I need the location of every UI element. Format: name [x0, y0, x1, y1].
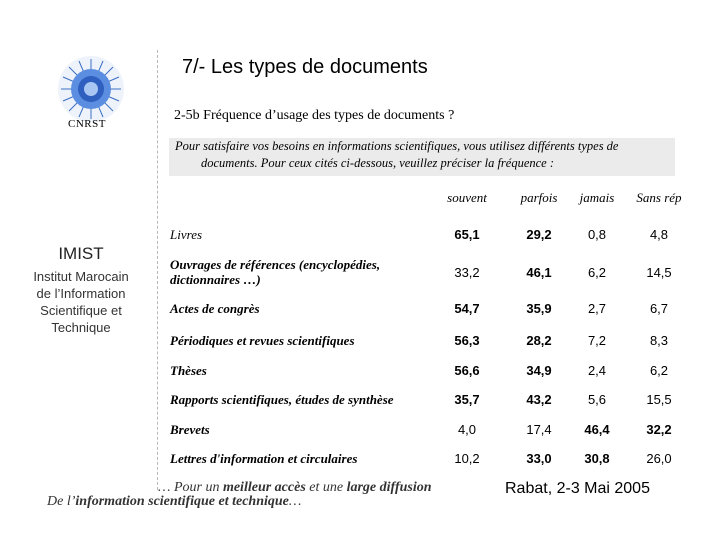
cell-value: 33,2 [454, 264, 480, 280]
table-row [170, 252, 692, 292]
cell-value: 65,1 [454, 226, 480, 242]
question-line-1: Pour satisfaire vos besoins en informations scientifiques, vous utilisez différents types de [175, 139, 619, 153]
row-label: Thèses [170, 362, 207, 378]
cell-value: 5,6 [587, 391, 607, 407]
cell-value: 10,2 [454, 450, 480, 466]
cell-value: 56,6 [454, 362, 480, 378]
imist-desc-line-3: Scientifique et [40, 303, 122, 318]
question-line-2: documents. Pour ceux cités ci-dessous, veuillez préciser la fréquence : [201, 156, 555, 170]
cell-value: 4,0 [457, 421, 477, 437]
cnrst-logo [55, 55, 127, 127]
cell-value: 4,8 [649, 226, 669, 242]
cell-value: 30,8 [584, 450, 610, 466]
row-label: Brevets [170, 421, 210, 437]
question-text [169, 138, 675, 176]
cell-value: 6,7 [649, 300, 669, 316]
footer-emphasis: large diffusion [346, 480, 432, 495]
imist-description [20, 268, 142, 336]
cell-value: 46,1 [526, 264, 552, 280]
header-souvent: souvent [447, 190, 487, 205]
imist-name: IMIST [58, 244, 104, 263]
table-row [170, 292, 692, 324]
cell-value: 28,2 [526, 332, 552, 348]
table-row [170, 414, 692, 444]
frequency-table [170, 180, 692, 472]
row-label: Livres [170, 226, 203, 242]
table-row [170, 384, 692, 414]
cell-value: 43,2 [526, 391, 552, 407]
table-header-row [170, 180, 692, 216]
footer-text: … [288, 494, 302, 509]
header-jamais: jamais [579, 190, 615, 205]
cell-value: 29,2 [526, 226, 552, 242]
header-sans-rep: Sans rép [636, 190, 682, 205]
footer-text: et une [305, 480, 347, 495]
table-row [170, 444, 692, 472]
imist-desc-line-2: de l’Information [36, 286, 126, 301]
footer-slogan-line-2 [47, 494, 301, 510]
imist-block [20, 244, 142, 336]
footer-text: … Pour un [158, 480, 223, 495]
cell-value: 14,5 [646, 264, 672, 280]
header-empty [170, 180, 424, 216]
cell-value: 35,9 [526, 300, 552, 316]
table-row [170, 216, 692, 252]
row-label: Périodiques et revues scientifiques [170, 332, 355, 348]
row-label: Rapports scientifiques, études de synthèse [170, 391, 394, 407]
footer-emphasis: meilleur accès [222, 480, 306, 495]
cell-value: 46,4 [584, 421, 610, 437]
event-location-date: Rabat, 2-3 Mai 2005 [505, 480, 650, 497]
cell-value: 54,7 [454, 300, 480, 316]
cell-value: 56,3 [454, 332, 480, 348]
cell-value: 6,2 [587, 264, 607, 280]
cell-value: 6,2 [649, 362, 669, 378]
page-title: 7/- Les types de documents [182, 56, 428, 78]
logo-text: CNRST [68, 118, 106, 130]
cell-value: 35,7 [454, 391, 480, 407]
footer-text: De l’ [47, 494, 76, 509]
cell-value: 8,3 [649, 332, 669, 348]
imist-desc-line-4: Technique [51, 320, 111, 335]
cell-value: 0,8 [587, 226, 607, 242]
cell-value: 7,2 [587, 332, 607, 348]
cell-value: 17,4 [526, 421, 552, 437]
cell-value: 33,0 [526, 450, 552, 466]
vertical-divider [157, 50, 159, 490]
row-label: Lettres d'information et circulaires [170, 450, 358, 466]
cell-value: 2,7 [587, 300, 607, 316]
footer-emphasis: information scientifique et technique [75, 494, 289, 509]
header-parfois: parfois [520, 190, 558, 205]
row-label: Actes de congrès [170, 300, 260, 316]
cell-value: 34,9 [526, 362, 552, 378]
section-subtitle: 2-5b Fréquence d’usage des types de documents ? [174, 108, 455, 123]
table-row [170, 324, 692, 356]
table-row [170, 356, 692, 384]
row-label: Ouvrages de références (encyclopédies, dictionnaires …) [170, 257, 381, 287]
cell-value: 32,2 [646, 421, 672, 437]
cell-value: 2,4 [587, 362, 607, 378]
cell-value: 26,0 [646, 450, 672, 466]
imist-desc-line-1: Institut Marocain [33, 269, 129, 284]
cell-value: 15,5 [646, 391, 672, 407]
